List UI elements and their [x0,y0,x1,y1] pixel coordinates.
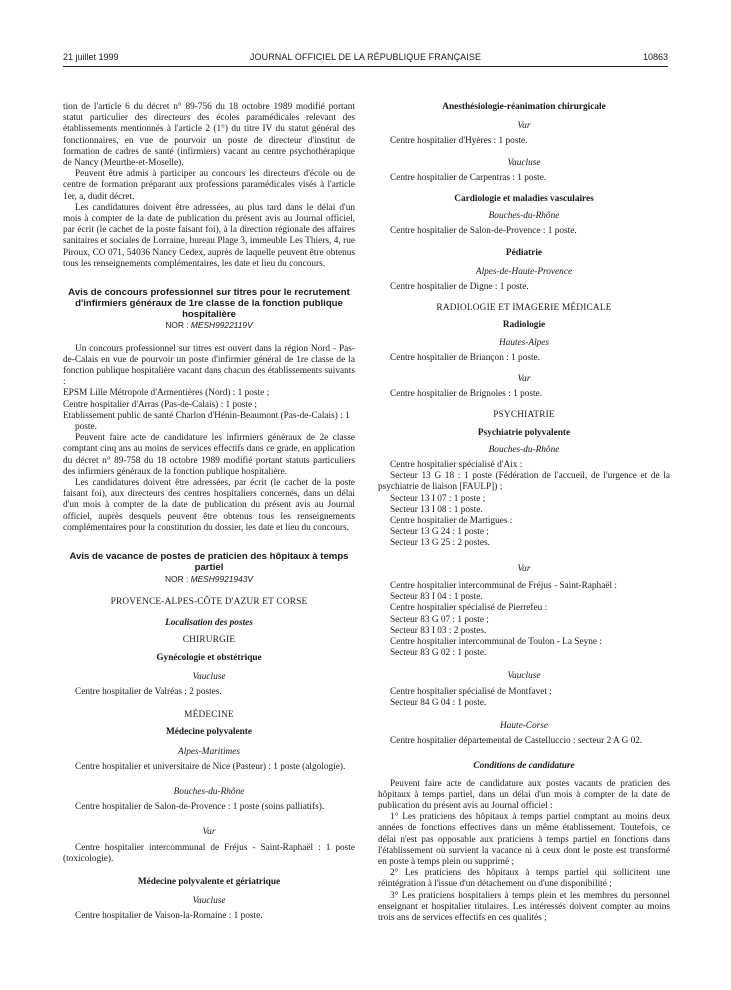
nor-label: NOR : [165,320,189,331]
department-heading: Bouches-du-Rhône [488,211,560,222]
department-heading: Var [517,121,531,132]
specialty-heading: Anesthésiologie-réanimation chirurgicale [442,102,606,112]
department-heading: Bouches-du-Rhône [488,444,560,455]
post-entry: Secteur 13 G 25 : 2 postes. [390,538,490,549]
department-heading: Vaucluse [192,671,226,682]
conditions-heading: Conditions de candidature [473,761,575,772]
post-entry: Centre hospitalier d'Hyères : 1 poste. [390,136,528,147]
post-entry: Centre hospitalier de Salon-de-Provence : 1 poste. [390,226,577,237]
page-header [63,52,668,66]
avis-concours-title: Avis de concours professionnel sur titres pour le recrutement d'infirmiers généraux de 1re classe de la fonction publique hospitalière [68,287,350,320]
intro-paragraph-1: tion de l'article 6 du décret n° 89-756 du 18 octobre 1989 modifié portant statut particulier des directeurs des écoles paramédicales relevant des établissements mentionnés à l'article 2 (1°) du titre IV du statut général des fonctionnaires, en vue de pourvoir un poste de directeur d'institut de formation de cadres de santé (infirmiers) vacant au centre psychothérapique de Nancy (Meurthe-et-Moselle). [63,102,355,169]
conditions-paragraph-4: 3° Les praticiens hospitaliers à temps plein et les membres du personnel enseignant et hospitalier titulaires. Les intéressés doivent compter au moins trois ans de services effectifs en ces qualités ; [378,890,670,923]
specialty-heading: Médecine polyvalente [166,727,252,738]
department-heading: Haute-Corse [499,720,549,731]
establishment-item: Etablissement public de santé Charlon d'Hénin-Beaumont (Pas-de-Calais) : 1 poste. [63,410,350,433]
avis-concours-paragraph-3: Les candidatures doivent être adressées, par écrit (le cachet de la poste faisant foi), aux directeurs des centres hospitaliers concernés, dans un délai d'un mois à compter de la date de publication du présent avis au Journal officiel, auprès desquels peuvent être obtenus tous les renseignements complémentaires pour la constitution du dossier, les date et lieu du concours. [63,478,355,533]
localisation-heading: Localisation des postes [165,618,253,629]
post-entry: Centre hospitalier spécialisé de Montfavet : [390,686,552,697]
intro-paragraph-3: Les candidatures doivent être adressées, au plus tard dans le délai d'un mois à compter de la date de publication du présent avis au Journal officiel, par écrit (le cachet de la poste faisant foi), à la direction régionale des affaires sanitaires et sociales de Lorraine, bureau Plage 3, immeuble Les Thiers, 4, rue Piroux, CO 071, 54036 Nancy Cedex, auprès de laquelle peuvent être obtenus tous les renseignements complémentaires, les date et lieu du concours. [63,202,355,269]
specialty-heading: Pédiatrie [505,247,543,258]
nor-label: NOR : [165,573,189,584]
department-heading: Bouches-du-Rhône [173,786,245,797]
post-entry: Centre hospitalier intercommunal de Fréjus - Saint-Raphaël : 1 poste (toxicologie). [63,842,355,864]
post-entry: Centre hospitalier spécialisé de Pierrefeu : [390,603,548,614]
header-rule [63,66,668,67]
post-entry: Centre hospitalier de Salon-de-Provence : 1 poste (soins palliatifs). [75,802,325,813]
intro-paragraph-2: Peuvent être admis à participer au concours les directeurs d'école ou de centre de formation préparant aux professions paramédicales visés à l'article 1er, a, dudit décret. [63,169,355,202]
post-entry: Centre hospitalier intercommunal de Toulon - La Seyne : [390,636,602,647]
post-entry: Centre hospitalier de Brignoles : 1 poste. [390,389,543,400]
avis-vacance-title: Avis de vacance de postes de praticien des hôpitaux à temps partiel [69,551,349,573]
post-entry: Secteur 13 I 07 : 1 poste ; [390,493,486,504]
department-heading: Hautes-Alpes [498,337,550,348]
post-entry: Secteur 83 G 02 : 1 poste. [390,648,487,659]
region-heading: PROVENCE-ALPES-CÔTE D'AZUR ET CORSE [110,596,308,607]
specialty-heading: Médecine polyvalente et gériatrique [137,876,281,887]
establishment-item: Centre hospitalier d'Arras (Pas-de-Calais) : 1 poste ; [63,399,258,410]
department-heading: Alpes-Maritimes [178,746,240,757]
department-heading: Vaucluse [507,671,541,682]
nor-code: MESH9921943V [190,573,253,584]
specialty-heading: Cardiologie et maladies vasculaires [454,194,594,205]
avis-concours-paragraph-2: Peuvent faire acte de candidature les infirmiers généraux de 2e classe comptant cinq ans au moins de services effectifs dans ce grade, en application du décret n° 89-758 du 18 octobre 1989 modifié portant statuts particuliers des infirmiers généraux de la fonction publique hospitalière. [63,433,355,477]
post-entry: Centre hospitalier spécialisé d'Aix : [390,460,523,471]
department-heading: Vaucluse [192,896,226,907]
specialty-heading: Psychiatrie polyvalente [477,427,571,438]
post-entry: Centre hospitalier intercommunal de Fréjus - Saint-Raphaël : [390,580,617,591]
avis-vacance-nor [63,574,355,585]
specialty-heading: Gynécologie et obstétrique [156,652,262,663]
post-entry: Secteur 84 G 04 : 1 poste. [390,697,487,708]
post-entry: Centre hospitalier de Valréas : 2 postes. [75,686,222,697]
conditions-paragraph-3: 2° Les praticiens des hôpitaux à temps partiel qui sollicitent une réintégration à l'issue d'un détachement ou d'une disponibilité ; [378,868,670,890]
header-page-number: 10863 [642,52,668,62]
post-entry: Centre hospitalier départemental de Castelluccio : secteur 2 A G 02. [390,736,643,747]
specialty-heading: Radiologie [502,320,546,331]
post-entry: Secteur 83 G 07 : 1 poste ; [390,614,489,625]
department-heading: Var [517,563,531,574]
right-column [378,102,670,924]
post-entry: Centre hospitalier de Carpentras : 1 poste. [390,172,547,183]
header-journal-title: JOURNAL OFFICIEL DE LA RÉPUBLIQUE FRANÇAISE [249,52,482,62]
post-entry: Secteur 13 G 18 : 1 poste (Fédération de l'accueil, de l'urgence et de la psychiatrie de liaison [FAULP]) ; [378,471,670,493]
post-entry: Centre hospitalier de Martigues : [390,516,513,527]
left-column [63,102,355,923]
department-heading: Var [202,827,216,838]
department-heading: Vaucluse [507,157,541,168]
post-entry: Secteur 13 G 24 : 1 poste ; [390,527,489,538]
psychiatrie-caps-heading: PSYCHIATRIE [493,410,555,421]
post-entry: Centre hospitalier et universitaire de Nice (Pasteur) : 1 poste (algologie). [75,761,346,772]
post-entry: Centre hospitalier de Briançon : 1 poste. [390,352,541,363]
department-heading: Var [517,374,531,385]
radiologie-caps-heading: RADIOLOGIE ET IMAGERIE MÉDICALE [436,303,612,314]
avis-concours-paragraph-1: Un concours professionnel sur titres est ouvert dans la région Nord - Pas-de-Calais en vue de pourvoir un poste d'infirmier général de 1re classe de la fonction publique hospitalière vacant dans chacun des établissements suivants : [63,343,355,388]
department-heading: Alpes-de-Haute-Provence [475,266,573,277]
medecine-heading: MÉDECINE [184,710,234,721]
conditions-paragraph-2: 1° Les praticiens des hôpitaux à temps partiel comptant au moins deux années de fonctions effectives dans un même établissement. Toutefois, ce délai n'est pas opposable aux praticiens à temps partiel en fonctions dans l'établissement où survient la vacance ni à ceux dont le poste est transformé en poste à temps plein ou supprimé ; [378,812,670,867]
establishment-item: EPSM Lille Métropole d'Armentières (Nord) : 1 poste ; [63,388,270,399]
header-date: 21 juillet 1999 [63,52,119,62]
post-entry: Secteur 83 I 04 : 1 poste. [390,592,483,603]
post-entry: Secteur 13 I 08 : 1 poste. [390,504,483,515]
post-entry: Centre hospitalier de Vaison-la-Romaine : 1 poste. [75,911,263,922]
nor-code: MESH9922119V [190,320,253,331]
post-entry: Centre hospitalier de Digne : 1 poste. [390,282,529,293]
post-entry: Secteur 83 I 03 : 2 postes. [390,625,487,636]
avis-concours-nor [63,320,355,331]
conditions-paragraph-1: Peuvent faire acte de candidature aux postes vacants de praticien des hôpitaux à temps partiel, dans un délai d'un mois à compter de la date de publication du présent avis au Journal officiel : [378,778,670,811]
chirurgie-heading: CHIRURGIE [182,635,236,646]
